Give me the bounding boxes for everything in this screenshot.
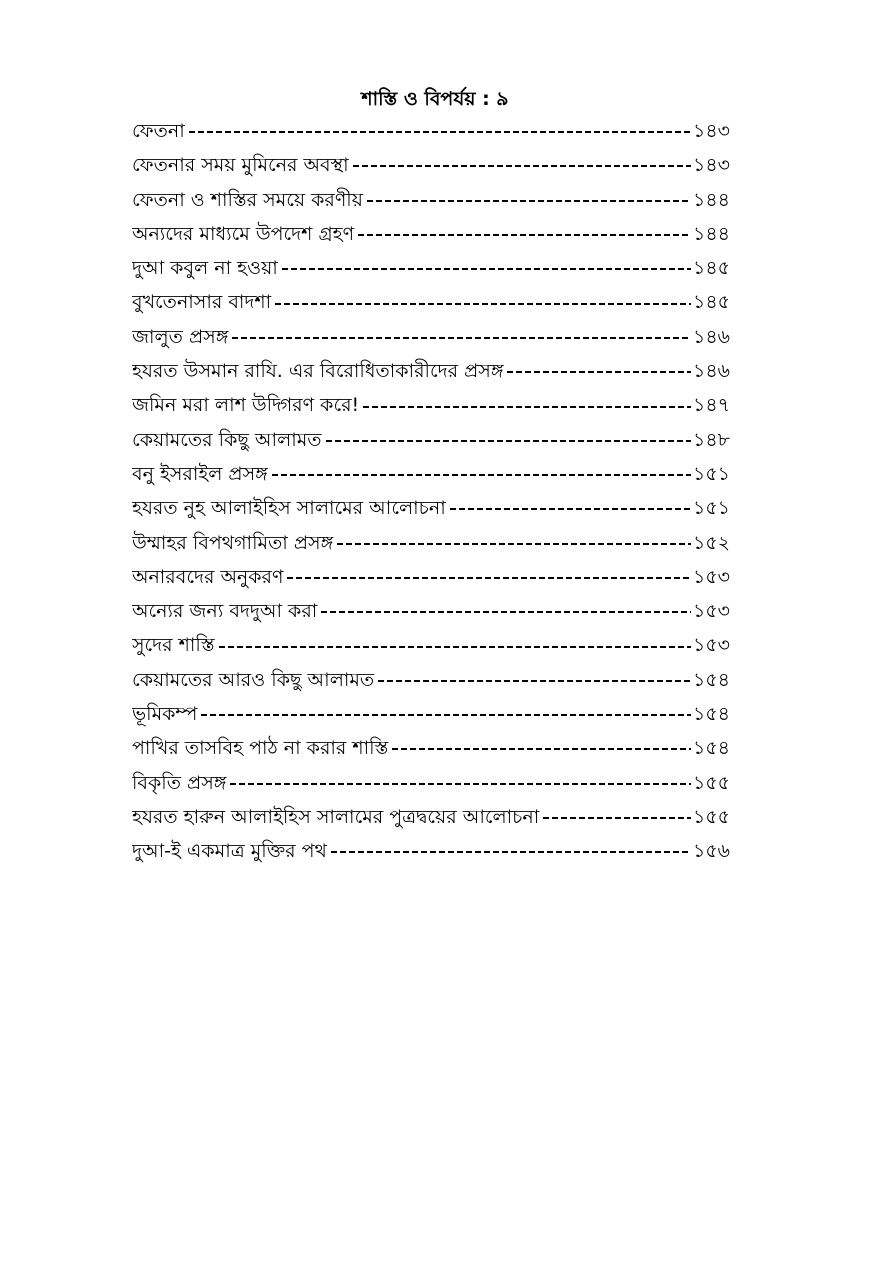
dotted-leader (358, 234, 691, 236)
toc-entry-page: ১৪৪ (693, 222, 730, 245)
toc-entry (132, 354, 730, 388)
toc-entry-page: ১৪৬ (692, 360, 730, 383)
toc-entry-title: অনারবদের অনুকরণ (132, 565, 284, 588)
toc-entry-page: ১৫২ (692, 531, 730, 554)
toc-entry-page: ১৫৩ (692, 634, 730, 657)
toc-entry-page: ১৫৬ (692, 840, 730, 863)
toc-entry-page: ১৪৩ (692, 120, 730, 142)
toc-entry (132, 388, 730, 422)
toc-entry-title: অন্যের জন্য বদদুআ করা (132, 600, 318, 623)
toc-entry (132, 663, 730, 697)
toc-entry-page: ১৫৩ (692, 600, 730, 623)
toc-entry-page: ১৪৭ (692, 394, 730, 417)
table-of-contents (132, 114, 730, 869)
dotted-leader (392, 748, 691, 750)
toc-entry-title: জালুত প্রসঙ্গ (132, 325, 229, 348)
toc-entry (132, 800, 730, 834)
toc-entry (132, 457, 730, 491)
toc-entry (132, 766, 730, 800)
toc-entry-title: বুখতেনাসার বাদশা (132, 291, 272, 314)
toc-entry-title: দুআ কবুল না হওয়া (132, 257, 278, 280)
toc-entry-title: কেয়ামতের কিছু আলামত (132, 428, 322, 451)
toc-entry-title: ভূমিকম্প (132, 703, 198, 726)
toc-entry-title: হযরত নুহ আলাইহিস সালামের আলোচনা (132, 497, 446, 520)
dotted-leader (232, 337, 691, 339)
dotted-leader (282, 268, 691, 270)
toc-entry-title: সুদের শাস্তি (132, 634, 215, 657)
dotted-leader (450, 508, 691, 510)
toc-entry-page: ১৫৩ (692, 565, 730, 588)
dotted-leader (321, 611, 691, 613)
dotted-leader (331, 851, 691, 853)
toc-entry-page: ১৫১ (693, 462, 730, 485)
toc-entry (132, 491, 730, 525)
toc-entry-title: ফেতনা (132, 120, 185, 142)
toc-entry-title: কেয়ামতের আরও কিছু আলামত (132, 668, 375, 691)
toc-entry-title: ফেতনার সময় মুমিনের অবস্থা (132, 154, 349, 177)
toc-entry-page: ১৫৪ (693, 737, 730, 760)
toc-entry (132, 183, 730, 217)
toc-entry-page: ১৫১ (693, 497, 730, 520)
toc-entry (132, 114, 730, 148)
dotted-leader (230, 783, 691, 785)
toc-entry (132, 526, 730, 560)
toc-entry-title: বিকৃতি প্রসঙ্গ (132, 771, 227, 794)
toc-entry-page: ১৪৪ (693, 188, 730, 211)
toc-entry-page: ১৪৫ (693, 291, 730, 314)
toc-entry (132, 148, 730, 182)
toc-entry-title: হযরত হারুন আলাইহিস সালামের পুত্রদ্বয়ের আলোচনা (132, 805, 540, 828)
dotted-leader (543, 817, 691, 819)
toc-entry (132, 217, 730, 251)
dotted-leader (189, 131, 691, 133)
dotted-leader (287, 577, 691, 579)
toc-entry (132, 628, 730, 662)
toc-entry-title: পাখির তাসবিহ পাঠ না করার শাস্তি (132, 737, 389, 760)
toc-entry-page: ১৫৫ (693, 805, 730, 828)
dotted-leader (275, 303, 691, 305)
toc-entry-title: দুআ-ই একমাত্র মুক্তির পথ (132, 840, 327, 863)
dotted-leader (272, 474, 691, 476)
toc-entry-page: ১৪৮ (693, 428, 730, 451)
dotted-leader (337, 543, 691, 545)
toc-entry (132, 251, 730, 285)
dotted-leader (507, 371, 691, 373)
toc-entry (132, 423, 730, 457)
dotted-leader (201, 714, 691, 716)
dotted-leader (367, 200, 691, 202)
toc-entry (132, 697, 730, 731)
toc-entry-page: ১৫৪ (693, 703, 730, 726)
dotted-leader (326, 440, 691, 442)
toc-entry-page: ১৪৫ (693, 257, 730, 280)
toc-entry-page: ১৪৬ (692, 325, 730, 348)
toc-entry-page: ১৪৩ (692, 154, 730, 177)
toc-entry-title: হযরত উসমান রাযি. এর বিরোধিতাকারীদের প্রসঙ্গ (132, 360, 504, 383)
toc-entry (132, 594, 730, 628)
toc-entry-title: উম্মাহর বিপথগামিতা প্রসঙ্গ (132, 531, 334, 554)
toc-entry-title: ফেতনা ও শাস্তির সময়ে করণীয় (132, 188, 363, 211)
toc-entry-page: ১৫৪ (693, 668, 730, 691)
toc-entry-title: জমিন মরা লাশ উদ্গিরণ করে! (132, 394, 360, 417)
toc-entry (132, 285, 730, 319)
toc-entry (132, 560, 730, 594)
dotted-leader (353, 165, 691, 167)
toc-entry-page: ১৫৫ (693, 771, 730, 794)
toc-entry (132, 320, 730, 354)
toc-entry-title: অন্যদের মাধ্যমে উপদেশ গ্রহণ (132, 222, 355, 245)
dotted-leader (219, 646, 691, 648)
dotted-leader (378, 680, 691, 682)
dotted-leader (363, 406, 691, 408)
toc-entry-title: বনু ইসরাইল প্রসঙ্গ (132, 462, 268, 485)
toc-entry (132, 834, 730, 868)
toc-entry (132, 731, 730, 765)
page-title: শাস্তি ও বিপর্যয় : ৯ (361, 88, 509, 110)
